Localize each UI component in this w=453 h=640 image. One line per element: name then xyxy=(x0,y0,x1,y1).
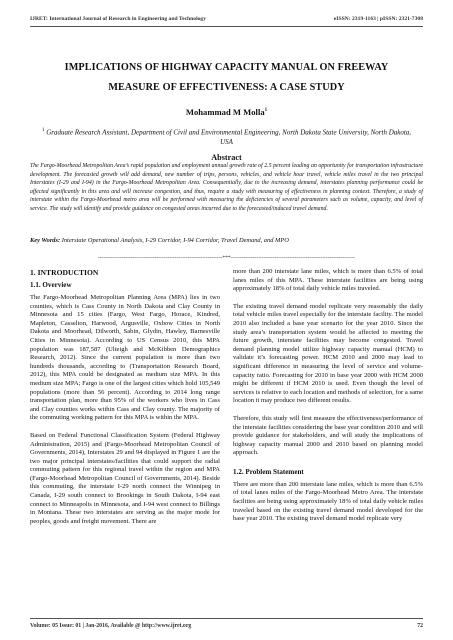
affiliation-superscript: 1 xyxy=(41,128,45,133)
section-introduction-heading: 1. INTRODUCTION xyxy=(30,268,99,277)
paragraph: The existing travel demand model replicate very reasonably the daily total vehicle miles travel especially for the interstate facility. The model 2010 also included a base year scenario for the year 2010. Since the study area’s transportation system would be affected to meeting the future growth, interstate facilities may become congested. Travel demand planning model utilize highway capacity manual (HCM) to validate it’s forecasting power. HCM 2010 and 2000 may lead to significant difference in measuring the level of service and volume-capacity ratio. Forecasting for 2010 in base year 2000 with HCM 2000 might be different if HCM 2010 is used. Even though the level of services is relative to each location and methods of selection, for a same location it may produce two different results. xyxy=(233,302,423,405)
paragraph: There are more than 200 interstate lane miles, which is more than 6.5% of total lanes miles of the Fargo-Moorhead Metro Area. The interstate facilities are being using approximately 18% of total daily vehicle miles traveled based on the existing travel demand model developed for the base year 2010. The existing travel demand model replicate very xyxy=(233,480,423,523)
title-line-1: IMPLICATIONS OF HIGHWAY CAPACITY MANUAL ON FREEWAY xyxy=(64,62,389,73)
abstract-heading: Abstract xyxy=(211,153,242,162)
paragraph: Therefore, this study will first measure the effectiveness/performance of the interstate facilities considering the base year condition 2010 and will provide guidance for stakeholders, and will study the implications of highway capacity manual 2000 and 2010 based on planning model approach. xyxy=(233,414,423,457)
affiliation xyxy=(36,126,417,147)
journal-name: IJRET: International Journal of Research in Engineering and Technology xyxy=(30,16,207,22)
footer-rule xyxy=(30,618,423,619)
subsection-overview-heading: 1.1. Overview xyxy=(30,281,72,289)
paragraph: The Fargo-Moorhead Metropolitan Planning Area (MPA) lies in two counties, which is Cass County in North Dakota and Clay County in Minnesota and 15 cities (Fargo, West Fargo, Horace, Kindred, Mapleton, Casselton, Harwood, Argusville, Oxbow Cities in North Dakota and Moorhead, Dilworth, Sabin, Glydin, Hawley, Barnesville Cities in Minnesota). According to US Census 2010, this MPA population was 187,587 (Ulteigh and McKibben Demographics Research, 2012). Since the current population is more than two hundreds thousands, according to (Transportation Research Board, 2012), this MPA could be designated as medium size MPA. In this medium size MPA; Fargo is one of the largest cities which hold 105,549 populations (more than 56 percent). According to 2014 long range transportation plan, more than 95% of the workers who lives in Cass and Clay counties works within Cass and Clay county. The majority of the commuting working pattern for this MPA is within the MPA. xyxy=(30,294,220,422)
separator-line: --------------------------------------------------------------------***-------------------------------------------------------------------- xyxy=(97,255,356,261)
affiliation-text: Graduate Research Assistant, Department of Civil and Environmental Engineering, North Dakota State University, North Dakota, USA xyxy=(46,128,412,146)
keywords xyxy=(30,237,423,244)
page-number: 72 xyxy=(417,623,423,629)
running-header xyxy=(30,16,423,22)
subsection-problem-statement-heading: 1.2. Problem Statement xyxy=(233,467,304,476)
header-rule xyxy=(30,26,423,27)
keywords-text: Interstate Operational Analysis, I-29 Corridor, I-94 Corridor, Travel Demand, and MPO xyxy=(61,237,289,244)
paragraph: more than 200 interstate lane miles, which is more than 6.5% of total lanes miles of this MPA. These interstate facilities are being using approximately 18% of total daily vehicle miles traveled. xyxy=(233,268,423,293)
running-footer xyxy=(30,623,423,629)
paragraph: Based on Federal Functional Classification System (Federal Highway Administration, 2015) and (Fargo-Moorhead Metropolitan Council of Governments, 2014), Interstates 29 and 94 displayed in Figure 1 are the two major principal interstates/facilities that could support the radial commuting pattern for this regional travel within the region and MPA (Fargo-Moorhead Metropolitan Council of Governments, 2014). Beside this commuting, the interstate I-29 north connect the Winnipeg in Canada, I-29 south connect to Brookings in South Dakota, I-94 east connect to Minneapolis in Minnesota, and I-94 west connect to Billings in Montana. These two interstates are serving as the major mode for peoples, goods and freight movement. There are xyxy=(30,431,220,525)
left-column xyxy=(30,268,220,535)
author-superscript: 1 xyxy=(264,108,268,114)
volume-info: Volume: 05 Issue: 01 | Jan-2016, Available @ http://www.ijret.org xyxy=(30,623,192,629)
paper-title xyxy=(30,58,423,98)
keywords-label: Key Words: xyxy=(30,237,61,244)
author xyxy=(30,107,423,117)
title-line-2: MEASURE OF EFFECTIVENESS: A CASE STUDY xyxy=(108,82,345,93)
abstract-text: The Fargo-Moorhead Metropolitan Area’s rapid population and employment annual growth rate of 2.5 percent leading an opportunity for transportation infrastructure development. The forecasted growth will add demand, new number of trips, persons, vehicles, and vehicle hour travel, vehicle miles travel in the two principal Interstates (I-29 and I-94) in the Fargo-Moorhead Metropolitan Area. Consequentially, due to the increasing demand, interstates planning performance could be affected significantly in this area and will increase congestion, and thus, require a study with measuring of effectiveness in planning context. Therefore, a study of interstate within the Fargo-Moorhead metro area will be performed with measuring the deficiencies of several parameters such as volume, capacity, and level of service. The study will identify and provide guidance on congested areas incurred due to the forecasted/induced travel demand. xyxy=(30,163,423,212)
issn: eISSN: 2319-1163 | pISSN: 2321-7308 xyxy=(333,16,423,22)
right-column xyxy=(233,268,423,533)
author-name: Mohammad M Molla xyxy=(185,107,265,117)
